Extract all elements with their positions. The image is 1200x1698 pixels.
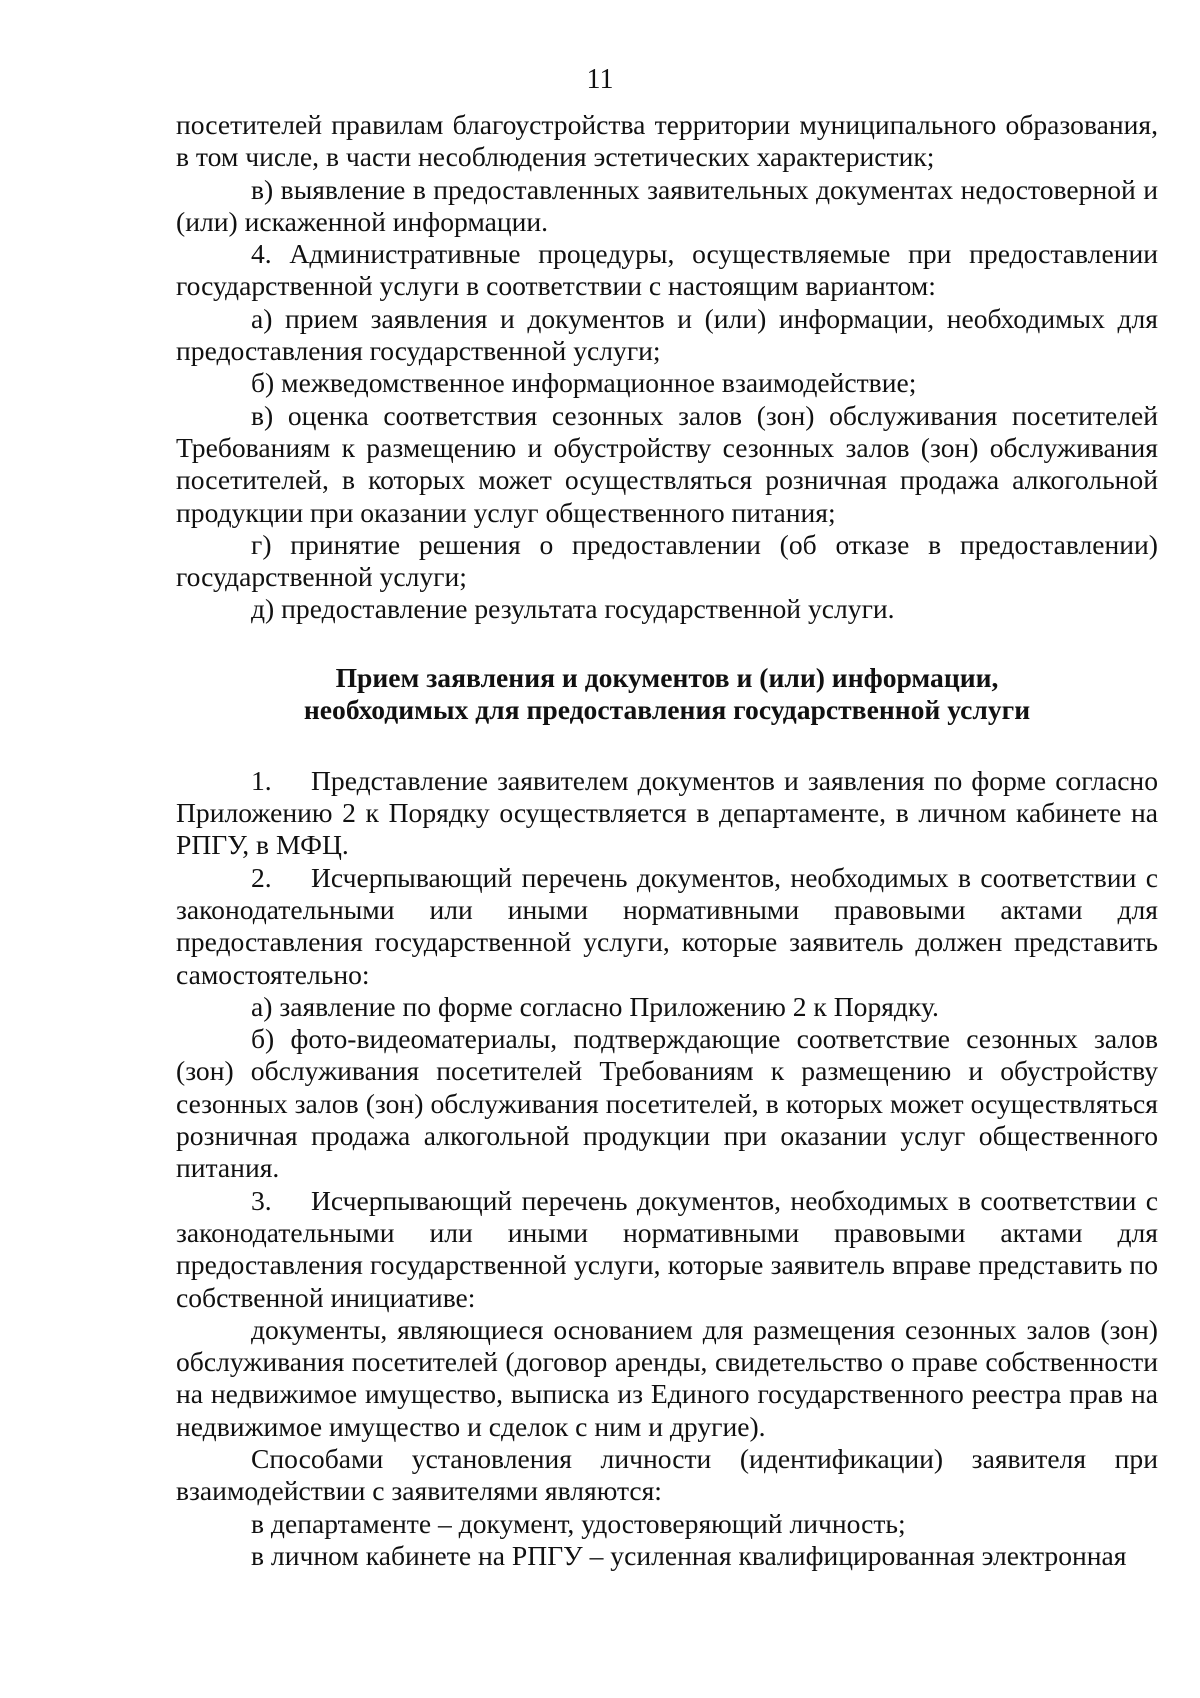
paragraph: д) предоставление результата государственной услуги.	[251, 593, 895, 625]
section-heading-line: Прием заявления и документов и (или) информации,	[335, 661, 999, 693]
paragraph: б) межведомственное информационное взаимодействие;	[251, 367, 917, 399]
section-heading	[176, 662, 1158, 727]
item-text: Исчерпывающий перечень документов, необходимых в соответствии с законодательными или иными нормативными правовыми актами для предоставления государственной услуги, которые заявитель должен представить самостоятельно:	[176, 861, 1158, 990]
paragraph: 4. Административные процедуры, осуществляемые при предоставлении государственной услуги в соответствии с настоящим вариантом:	[176, 238, 1158, 302]
item-number: 2.	[251, 861, 272, 893]
spacer	[176, 727, 1158, 765]
paragraph: г) принятие решения о предоставлении (об отказе в предоставлении) государственной услуги;	[176, 528, 1158, 593]
spacer	[176, 626, 1158, 662]
sub-item: б) фото-видеоматериалы, подтверждающие соответствие сезонных залов (зон) обслуживания посетителей Требованиям к размещению и обустройству сезонных залов (зон) обслуживания посетителей, в которых может осуществляться розничная продажа алкогольной продукции при оказании услуг общественного питания.	[176, 1023, 1158, 1184]
item-text: Исчерпывающий перечень документов, необходимых в соответствии с законодательными или иными нормативными правовыми актами для предоставления государственной услуги, которые заявитель вправе представить по собственной инициативе:	[176, 1184, 1158, 1313]
numbered-item	[176, 1185, 1158, 1314]
paragraph: в личном кабинете на РПГУ – усиленная квалифицированная электронная	[251, 1539, 1127, 1571]
page-number: 11	[586, 64, 614, 95]
numbered-item	[176, 765, 1158, 862]
paragraph: документы, являющиеся основанием для размещения сезонных залов (зон) обслуживания посетителей (договор аренды, свидетельство о праве собственности на недвижимое имущество, выписка из Единого государственного реестра прав на недвижимое имущество и сделок с ним и другие).	[176, 1313, 1158, 1442]
numbered-item	[176, 862, 1158, 991]
paragraph: посетителей правилам благоустройства территории муниципального образования, в том числе, в части несоблюдения эстетических характеристик;	[176, 109, 1158, 173]
item-number: 3.	[251, 1184, 272, 1216]
paragraph: а) прием заявления и документов и (или) информации, необходимых для предоставления государственной услуги;	[176, 302, 1158, 367]
paragraph: Способами установления личности (идентификации) заявителя при взаимодействии с заявителями являются:	[176, 1442, 1158, 1507]
paragraph: в департаменте – документ, удостоверяющий личность;	[251, 1507, 906, 1539]
sub-item: а) заявление по форме согласно Приложению 2 к Порядку.	[251, 990, 939, 1022]
section-heading-line: необходимых для предоставления государственной услуги	[303, 694, 1031, 726]
paragraph: в) выявление в предоставленных заявительных документах недостоверной и (или) искаженной информации.	[176, 173, 1158, 237]
paragraph: в) оценка соответствия сезонных залов (зон) обслуживания посетителей Требованиям к размещению и обустройству сезонных залов (зон) обслуживания посетителей, в которых может осуществляться розничная продажа алкогольной продукции при оказании услуг общественного питания;	[176, 399, 1158, 528]
document-body	[176, 109, 1158, 1572]
item-text: Представление заявителем документов и заявления по форме согласно Приложению 2 к Порядку осуществляется в департаменте, в личном кабинете на РПГУ, в МФЦ.	[176, 764, 1158, 861]
item-number: 1.	[251, 764, 272, 796]
